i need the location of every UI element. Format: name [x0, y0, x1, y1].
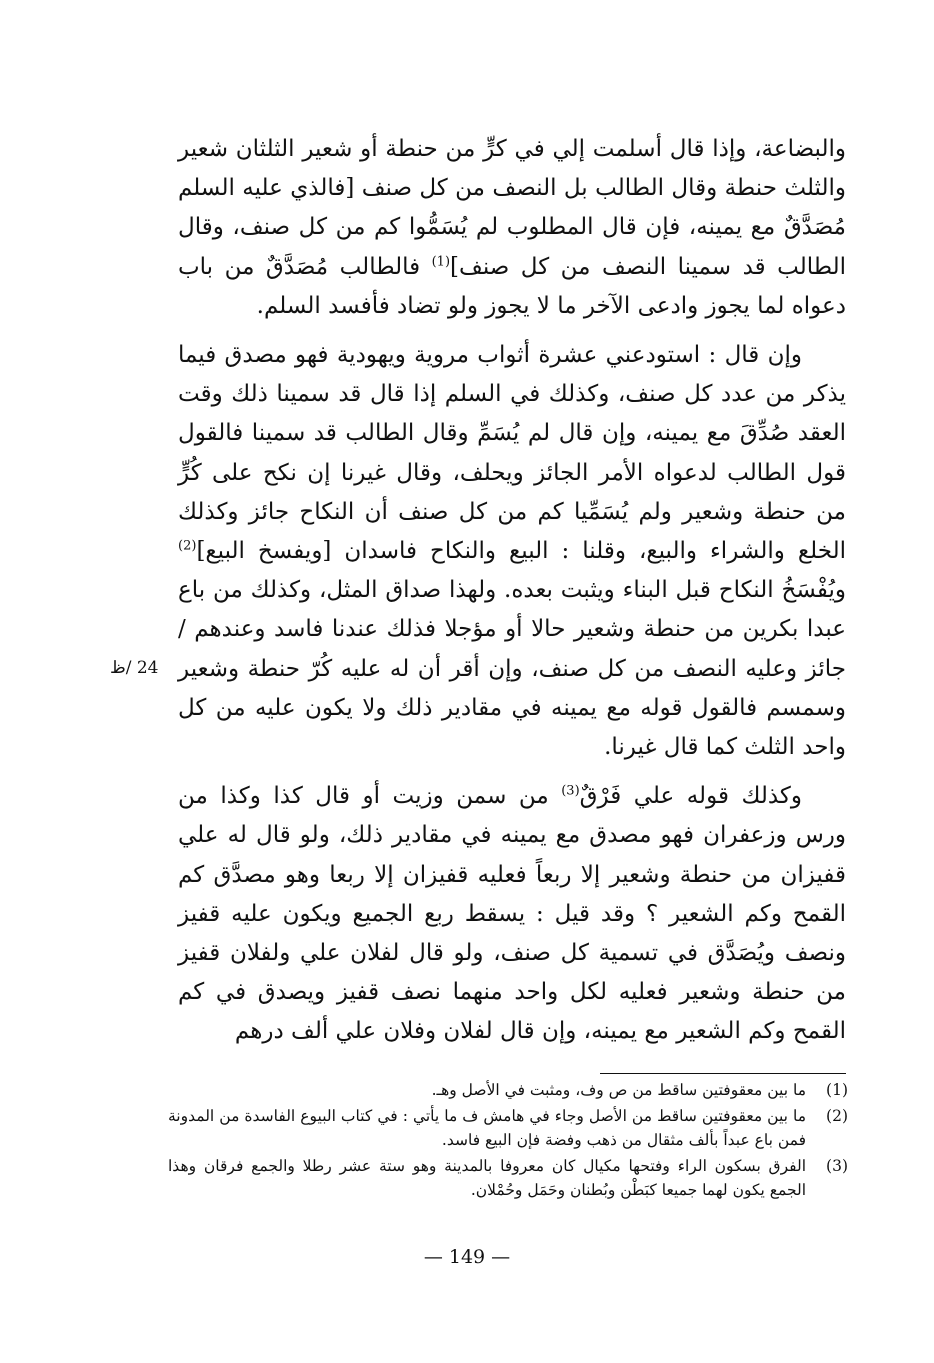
- footnote-3: [168, 1154, 848, 1202]
- page-number: — 149 —: [423, 1246, 511, 1268]
- paragraph-text: والبضاعة، وإذا قال أسلمت إلي في كرٍّ من حنطة أو شعير الثلثان شعير والثلث حنطة وقال الطالب بل النصف من كل صنف [فالذي عليه السلم مُصَدَّقٌ مع يمينه، فإن قال المطلوب لم يُسَمُّوا كم من كل صنف، وقال الطالب قد سمينا النصف من كل صنف]: [178, 136, 847, 280]
- footnotes: [168, 1078, 848, 1204]
- footnote-ref-1[interactable]: (1): [431, 253, 451, 269]
- footnote-number: (3): [826, 1157, 848, 1175]
- footnote-1: [168, 1078, 848, 1102]
- footnote-ref-2[interactable]: (2): [178, 538, 197, 554]
- paragraph-1: [178, 130, 846, 326]
- footnote-ref-3[interactable]: (3): [561, 783, 580, 799]
- footnote-text: ما بين معقوفتين ساقط من الأصل وجاء في هامش ف ما يأتي : في كتاب البيوع الفاسدة من المدونة فمن باع عبداً بألف مثقال من ذهب وفضة فإن البيع فاسد.: [168, 1107, 806, 1149]
- footnote-text: ما بين معقوفتين ساقط من ص وف، ومثبت في الأصل وهـ.: [431, 1081, 806, 1099]
- paragraph-text: ويُفْسَخُ النكاح قبل البناء ويثبت بعده. ولهذا صداق المثل، وكذلك من باع عبدا بكرين من حنطة وشعير حالا أو مؤجلا فذلك عندنا فاسد وعندهم / جائز وعليه النصف من كل صنف، وإن أقر أن له عليه كُرّ حنطة وشعير وسمسم فالقول قوله مع يمينه في مقادير ذلك ولا يكون عليه من كل واحد الثلث كما قال غيرنا.: [178, 577, 846, 761]
- paragraph-text: وكذلك قوله علي فَرْقٌ: [579, 783, 802, 810]
- footnote-number: (1): [826, 1081, 848, 1099]
- footnote-2: [168, 1104, 848, 1152]
- manuscript-folio-note: 24 /ظ: [110, 658, 159, 678]
- main-text: [178, 130, 846, 1062]
- paragraph-text: وإن قال : استودعني عشرة أثواب مروية ويهودية فهو مصدق فيما يذكر من عدد كل صنف، وكذلك في السلم إذا قال قد سمينا ذلك وقت العقد صُدِّقَ مع يمينه، وإن قال لم يُسَمِّ وقال الطالب قد سمينا فالقول قول الطالب لدعواه الأمر الجائز ويحلف، وقال غيرنا إن نكح على كُرٍّ من حنطة وشعير ولم يُسَمِّيا كم من كل صنف أن النكاح جائز وكذلك الخلع والشراء والبيع، وقلنا : البيع والنكاح فاسدان [ويفسخ البيع]: [178, 342, 846, 565]
- paragraph-text: من سمن وزيت أو قال كذا وكذا من ورس وزعفران فهو مصدق مع يمينه في مقادير ذلك، ولو قال له علي قفيزان من حنطة وشعير إلا ربعاً فعليه قفيزان إلا ربعا وهو مصدَّق كم القمح وكم الشعير ؟ وقد قيل : يسقط ربع الجميع ويكون عليه قفيز ونصف ويُصَدَّق في تسمية كل صنف، ولو قال لفلان علي ولفلان قفيز من حنطة وشعير فعليه لكل واحد منهما نصف قفيز ويصدق في كم القمح وكم الشعير مع يمينه، وإن قال لفلان وفلان علي ألف درهم: [178, 783, 846, 1045]
- footnote-number: (2): [826, 1107, 848, 1125]
- footnote-separator: [600, 1073, 846, 1074]
- footnote-text: الفرق بسكون الراء وفتحها مكيال كان معروفا بالمدينة وهو ستة عشر رطلا والجمع فرقان وهذا الجمع يكون لهما جميعا كبَطْن وبُطنان وحَمَل وحُمْلان.: [168, 1157, 806, 1199]
- paragraph-3: [178, 777, 846, 1051]
- paragraph-2: [178, 336, 846, 767]
- paragraph-text: فالطالب مُصَدَّقٌ من باب دعواه لما يجوز وادعى الآخر ما لا يجوز ولو تضاد فأفسد السلم.: [178, 253, 846, 319]
